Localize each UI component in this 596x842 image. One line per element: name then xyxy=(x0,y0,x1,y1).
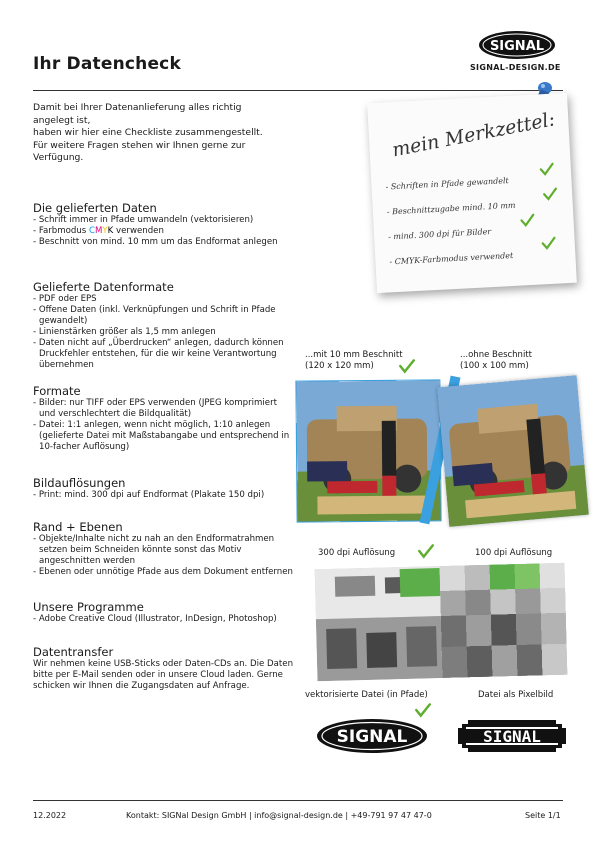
list-item: - Adobe Creative Cloud (Illustrator, InDesign, Photoshop) xyxy=(33,614,277,624)
section-title: Datentransfer xyxy=(33,645,114,659)
list-item-farbmodus: - Farbmodus CMYK verwenden xyxy=(33,226,164,236)
section-formats xyxy=(33,384,293,453)
page-title: Ihr Datencheck xyxy=(33,54,181,74)
section-margins xyxy=(33,520,293,578)
intro-line: Verfügung. xyxy=(33,152,84,164)
signal-logo-vector xyxy=(316,718,428,754)
check-icon xyxy=(538,162,555,177)
check-icon xyxy=(542,187,559,202)
section-title: Bildauflösungen xyxy=(33,476,126,490)
check-icon xyxy=(414,702,432,718)
section-title: Unsere Programme xyxy=(33,600,144,614)
section-title: Die gelieferten Daten xyxy=(33,201,157,215)
caption-pixel: Datei als Pixelbild xyxy=(478,690,554,700)
list-item: - Bilder: nur TIFF oder EPS verwenden (JPEG komprimiert und verschlechtert die Bildqualität) xyxy=(33,398,277,419)
note-item: - mind. 300 dpi für Bilder xyxy=(387,227,492,242)
logo-text: SIGNAL xyxy=(336,727,408,747)
section-transfer xyxy=(33,645,295,692)
photo-interior-scene xyxy=(315,563,568,682)
note-item: - Schriften in Pfade gewandelt xyxy=(385,176,510,192)
transfer-text: Wir nehmen keine USB-Sticks oder Daten-CDs an. Die Daten bitte per E-Mail senden oder in unsere Cloud laden. Gerne schicken wir Ihnen die Zugangsdaten auf Anfrage. xyxy=(33,659,294,691)
list-item: - Datei: 1:1 anlegen, wenn nicht möglich, 1:10 anlegen (gelieferte Datei mit Maßstabangabe und entsprechend in 10-facher Auflösung) xyxy=(33,420,290,452)
section-title: Rand + Ebenen xyxy=(33,520,123,534)
list-item: - Linienstärken größer als 1,5 mm anlegen xyxy=(33,327,216,337)
caption-dpi-100: 100 dpi Auflösung xyxy=(475,548,553,558)
list-item: - Objekte/Inhalte nicht zu nah an den Endformatrahmen setzen beim Schneiden könnte sonst das Motiv angeschnitten werden xyxy=(33,534,275,566)
note-item: - Beschnittzugabe mind. 10 mm xyxy=(386,200,516,217)
section-formats-delivered xyxy=(33,280,293,371)
intro-line: angelegt ist, xyxy=(33,114,91,126)
photo-car-scene xyxy=(296,380,440,521)
list-item: - PDF oder EPS xyxy=(33,294,97,304)
list-item: - Ebenen oder unnötige Pfade aus dem Dokument entfernen xyxy=(33,567,293,577)
footer-page: Seite 1/1 xyxy=(525,811,561,820)
check-icon xyxy=(540,236,557,251)
signal-logo-pixel xyxy=(458,718,566,754)
check-icon xyxy=(519,213,536,228)
photo-with-bleed xyxy=(296,380,440,521)
list-item: - Print: mind. 300 dpi auf Endformat (Plakate 150 dpi) xyxy=(33,490,265,500)
caption-bleed-without: ...ohne Beschnitt (100 x 100 mm) xyxy=(460,350,532,371)
photo-without-bleed xyxy=(437,375,589,527)
footer-contact: Kontakt: SIGNal Design GmbH | info@signal-design.de | +49-791 97 47 47-0 xyxy=(126,811,432,820)
section-title: Formate xyxy=(33,384,81,398)
header-divider xyxy=(33,90,563,91)
domain-label: SIGNAL-DESIGN.DE xyxy=(470,63,561,72)
caption-dpi-300: 300 dpi Auflösung xyxy=(318,548,396,558)
check-icon xyxy=(417,543,435,559)
intro-text xyxy=(33,102,303,165)
note-title: mein Merkzettel: xyxy=(390,108,557,162)
caption-bleed-with: ...mit 10 mm Beschnitt (120 x 120 mm) xyxy=(305,350,403,371)
section-delivered xyxy=(33,201,293,248)
photo-car-scene xyxy=(437,375,589,527)
note-item: - CMYK-Farbmodus verwendet xyxy=(389,250,514,267)
list-item: - Daten nicht auf „Überdrucken“ anlegen, dadurch können Druckfehler entstehen, für die wir keine Verantwortung übernehmen xyxy=(33,338,284,370)
logo-text: SIGNAL xyxy=(489,39,545,54)
section-programs xyxy=(33,600,293,625)
note-card xyxy=(367,93,577,293)
check-icon xyxy=(398,358,416,374)
intro-line: haben wir hier eine Checkliste zusammengestellt. xyxy=(33,127,263,139)
photo-resolution-comparison xyxy=(315,563,568,682)
footer-date: 12.2022 xyxy=(33,811,67,820)
intro-line: Damit bei Ihrer Datenanlieferung alles richtig xyxy=(33,102,242,113)
caption-vector: vektorisierte Datei (in Pfade) xyxy=(305,690,428,700)
section-title: Gelieferte Datenformate xyxy=(33,280,174,294)
signal-logo xyxy=(478,30,556,60)
list-item: - Beschnitt von mind. 10 mm um das Endformat anlegen xyxy=(33,237,278,247)
logo-text: SIGNAL xyxy=(483,727,541,746)
intro-line: Für weitere Fragen stehen wir Ihnen gerne zur xyxy=(33,139,246,151)
footer-divider xyxy=(33,800,563,801)
section-resolution xyxy=(33,476,293,501)
list-item: - Schrift immer in Pfade umwandeln (vektorisieren) xyxy=(33,215,254,225)
list-item: - Offene Daten (inkl. Verknüpfungen und Schrift in Pfade gewandelt) xyxy=(33,305,276,326)
